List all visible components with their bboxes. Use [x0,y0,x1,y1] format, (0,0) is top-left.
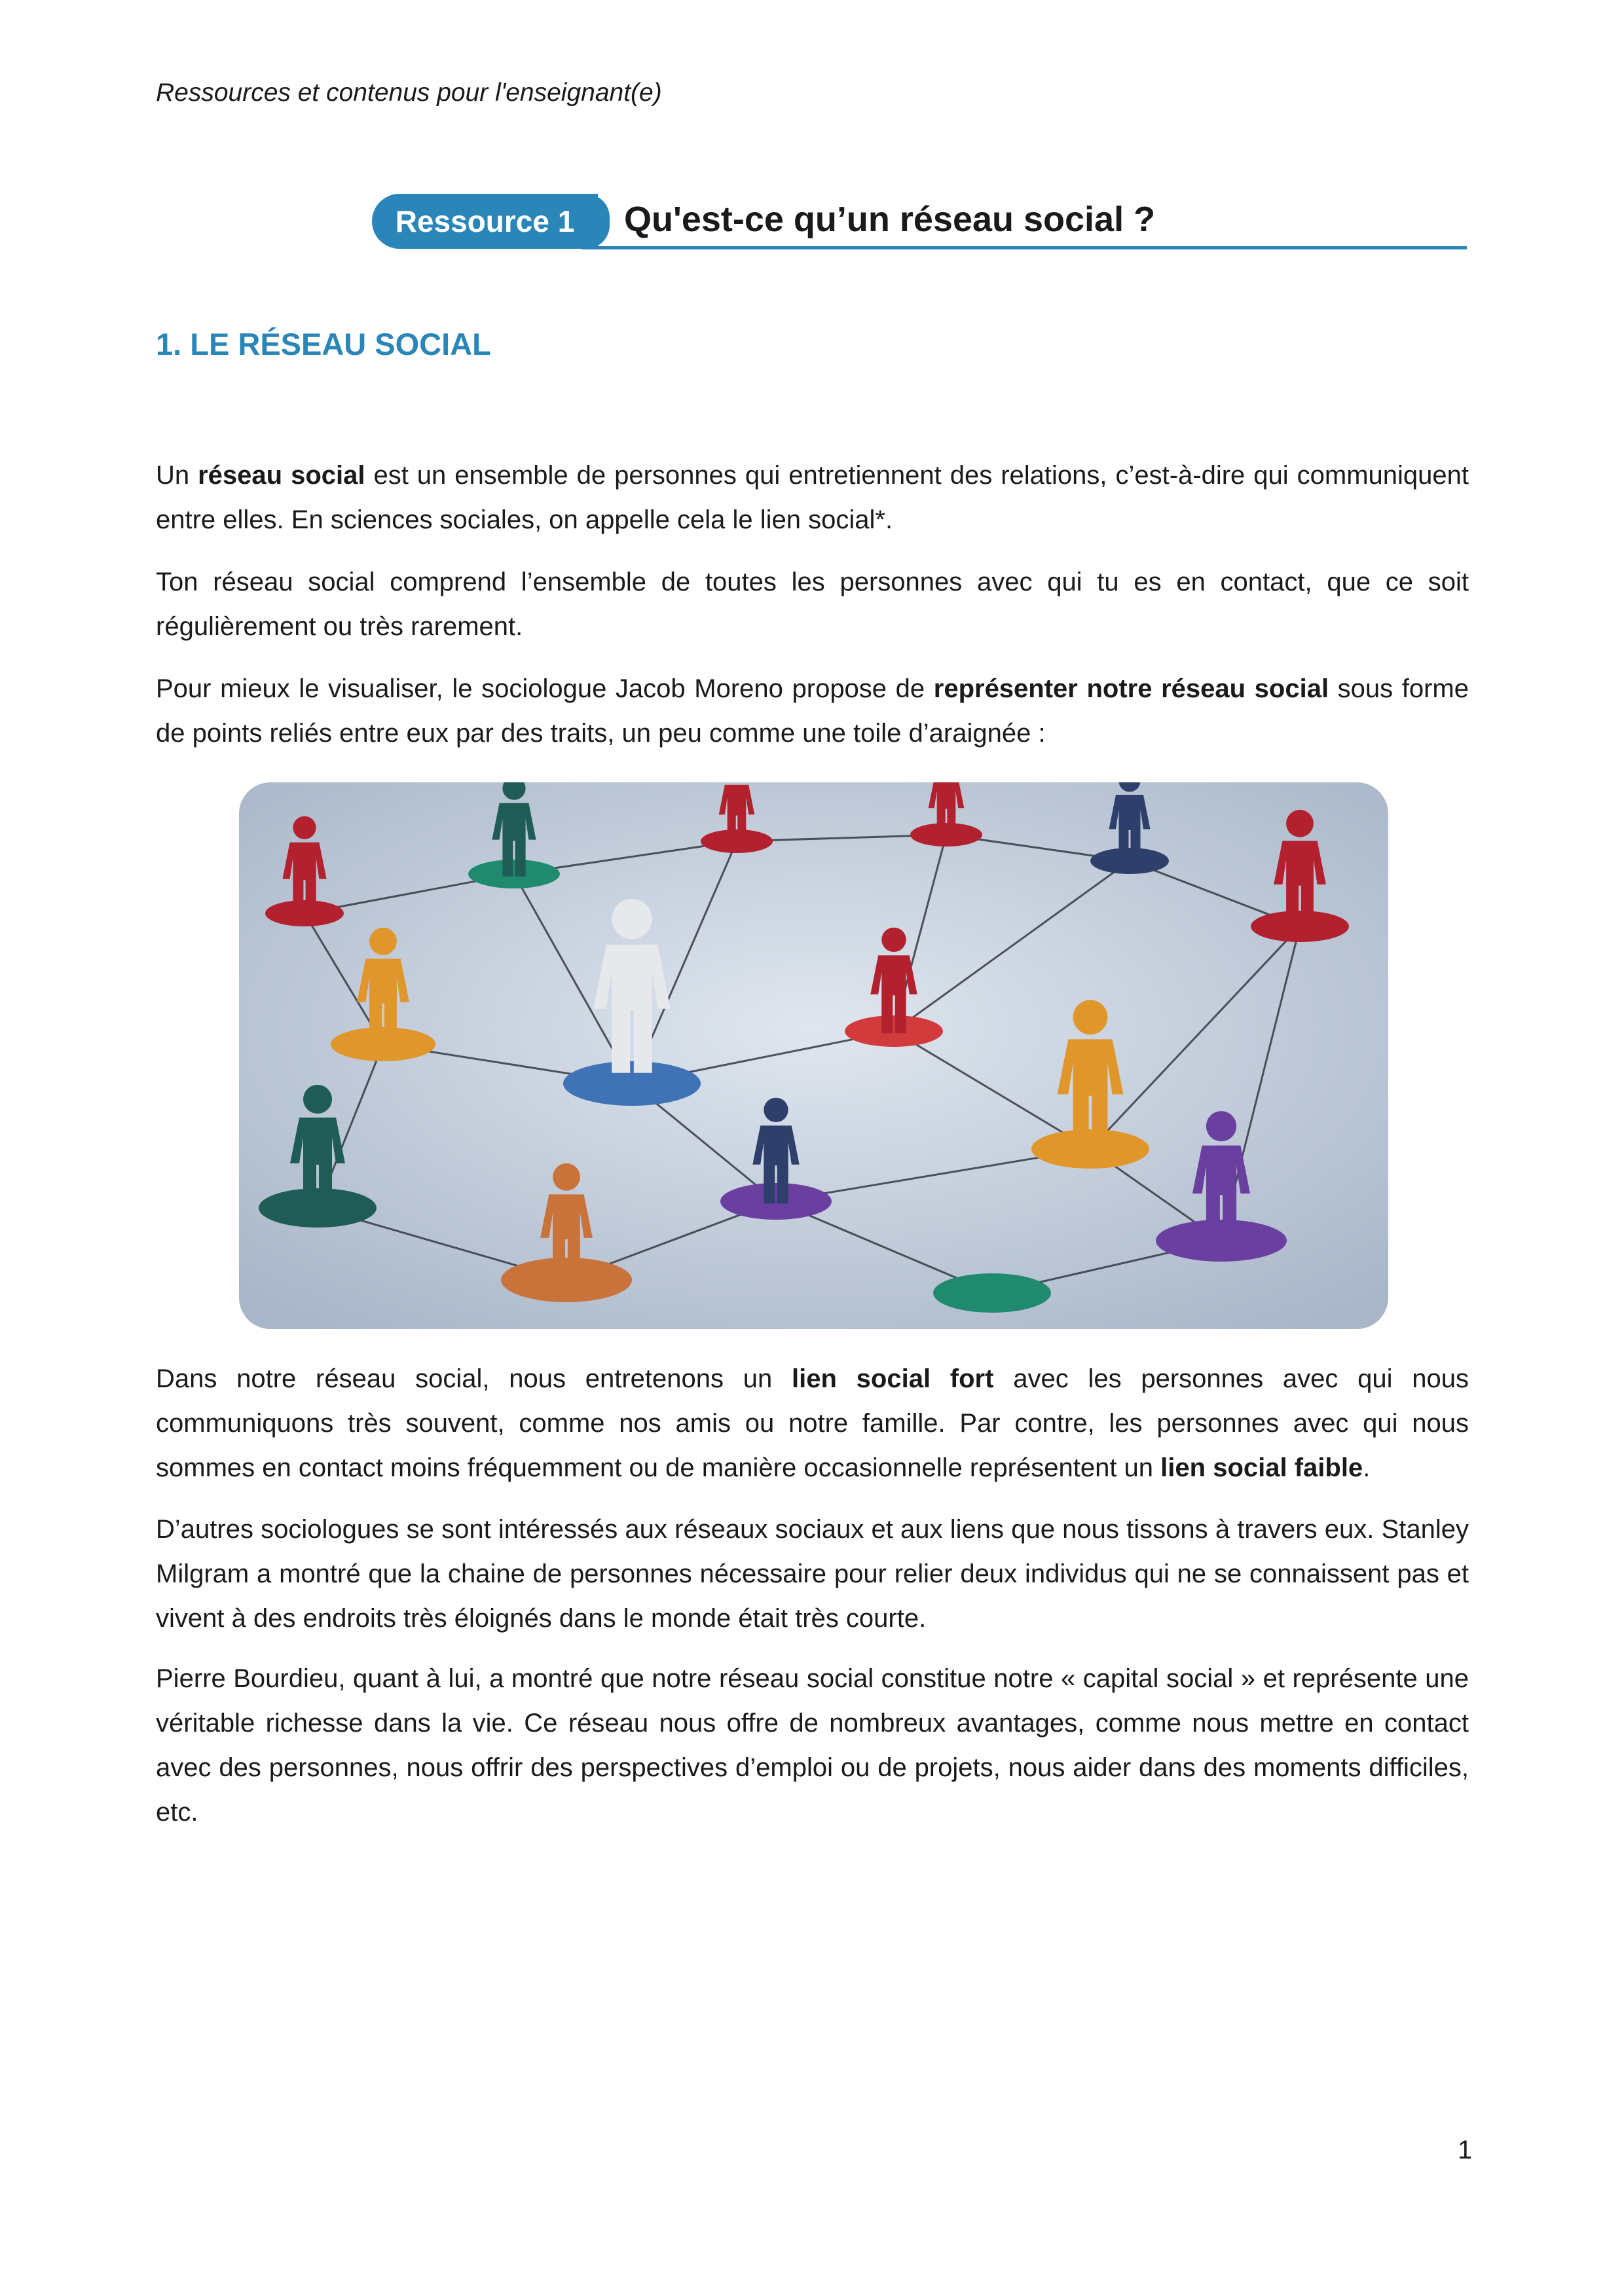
paragraph-moreno: Pour mieux le visualiser, le sociologue Jacob Moreno propose de représenter notre réseau social sous forme de points reliés entre eux par des traits, un peu comme une toile d’araignée : [156,674,1469,748]
resource-badge: Ressource 1 [372,194,598,249]
paragraph-bourdieu: Pierre Bourdieu, quant à lui, a montré que notre réseau social constitue notre « capital social » et représente une véritable richesse dans la vie. Ce réseau nous offre de nombreux avantages, comme nous mettre en contact avec des personnes, nous offrir des perspectives d’emploi ou de projets, nous aider dans des moments difficiles, etc. [156,1664,1469,1827]
paragraph-milgram: D’autres sociologues se sont intéressés aux réseaux sociaux et aux liens que nous tissons à travers eux. Stanley Milgram a montré que la chaine de personnes nécessaire pour relier deux individus qui ne se connaissent pas et vivent à des endroits très éloignés dans le monde était très courte. [156,1515,1469,1633]
title-underline [581,246,1467,249]
paragraph-definition: Un réseau social est un ensemble de personnes qui entretiennent des relations, c’est-à-dire qui communiquent entre elles. En sciences sociales, on appelle cela le lien social*. [156,461,1469,534]
network-illustration [239,782,1388,1329]
running-header: Ressources et contenus pour l'enseignant(e) [156,79,662,107]
page-number: 1 [1458,2136,1473,2164]
page-title: Qu'est-ce qu’un réseau social ? [624,200,1156,239]
paragraph-strong-weak-ties: Dans notre réseau social, nous entretenons un lien social fort avec les personnes avec qui nous communiquons très souvent, comme nos amis ou notre famille. Par contre, les personnes avec qui nous sommes en contact moins fréquemment ou de manière occasionnelle représentent un lien social faible. [156,1364,1469,1482]
resource-title-bar [372,194,1467,254]
paragraph-your-network: Ton réseau social comprend l’ensemble de toutes les personnes avec qui tu es en contact, que ce soit régulièrement ou très rarement. [156,568,1469,641]
section-heading: 1. LE RÉSEAU SOCIAL [156,327,491,361]
